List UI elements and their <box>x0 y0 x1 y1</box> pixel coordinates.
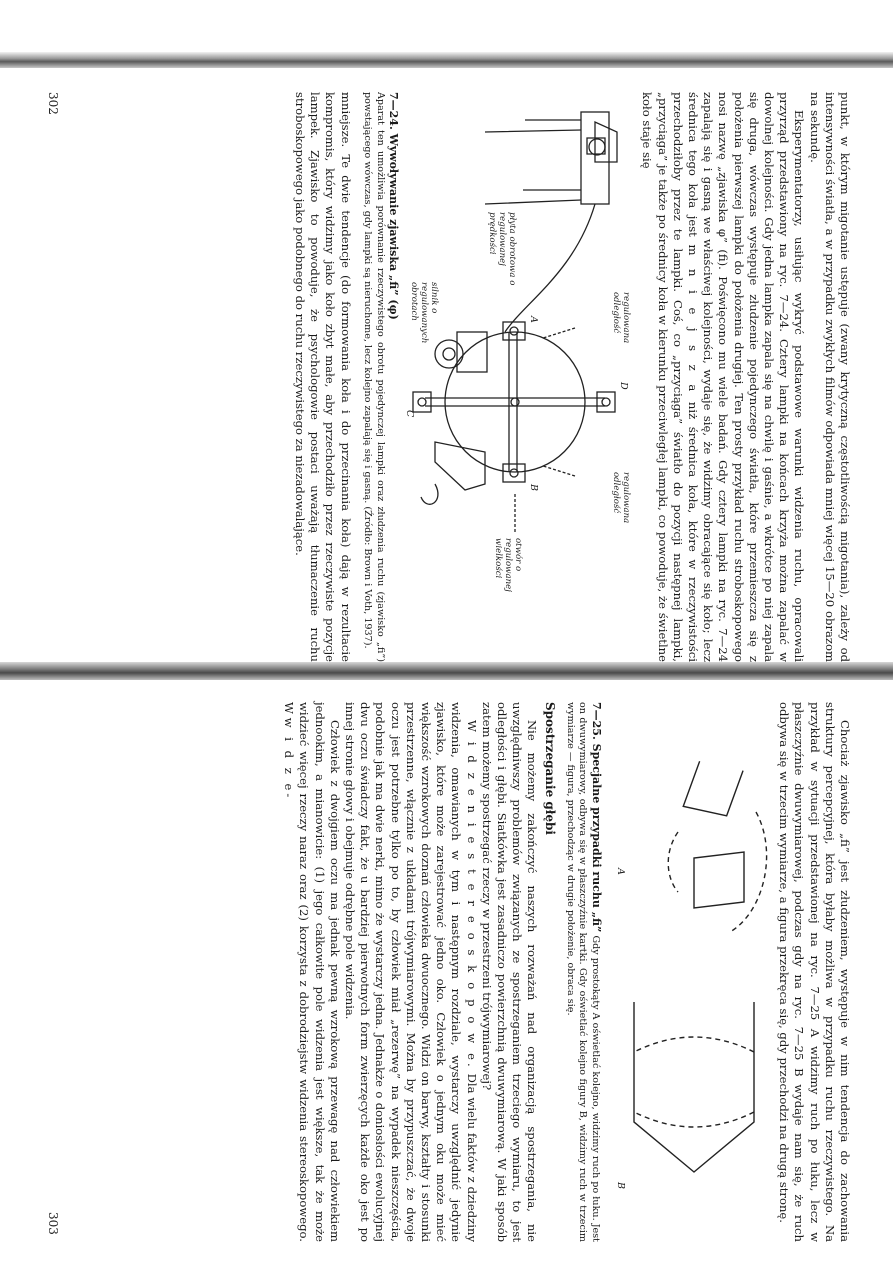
caption-text: Aparat ten umożliwia porównanie rzeczywistego obrotu pojedynczej lampki oraz złudzenia ruchu (zjawisko „fi”) powstającego wówczas, gdy lampki są nieruchome, lecz kolejno zapalają się i gasną. (Źródło: Brown i Voth, 1937). <box>362 92 386 662</box>
figure-7-25-phi-cases <box>604 702 774 1242</box>
figure-caption <box>563 702 602 1242</box>
paragraph: Nie możemy zakończyć naszych rozważań nad organizacją spostrzegania, nie uwzględniwszy problemów związanych ze spostrzeganiem trzeciego wymiaru, to jest odległości i głębi. Siatkówka jest zasadniczo powierzchnią dwuwymiarową. W jaki sposób zatem możemy spostrzegać rzeczy w przestrzeni trójwymiarowej? <box>479 702 540 1242</box>
scan-binding-gutter <box>0 662 893 680</box>
lamp-label: B <box>528 484 540 491</box>
paragraph: punkt, w którym migotanie ustępuje (zwany krytyczną częstotliwością migotania), zależy od intensywności światła, a w przypadku zwykłych filmów odpowiada mniej więcej 15—20 obrazom na sekundę. <box>807 92 852 662</box>
label-hole: otwór o regulowanej wielkości <box>493 538 524 592</box>
page-number: 302 <box>46 92 60 115</box>
label-rotating-plate: płyta obrotowa o regulowanej prędkości <box>487 212 518 286</box>
lamp-label: D <box>618 382 630 390</box>
caption-text: Gdy prostokąty A oświetlać kolejno, widzimy ruch po łuku. Jest on dwuwymiarowy, odbywa się w płaszczyźnie kartki. Gdy oświetlać kolejno figury B, widzimy ruch w trzecim wymiarze — figura, przechodząc w drugie położenie, obraca się. <box>564 702 601 1242</box>
caption-title: 7—24. Wywoływanie zjawiska „fi” (φ) <box>387 92 401 320</box>
phi-cases-drawing <box>604 702 774 1242</box>
figure-caption <box>361 92 400 662</box>
section-title: Spostrzeganie głębi <box>543 702 558 835</box>
paragraph: Chociaż zjawisko „fi” jest złudzeniem, występuje w nim tendencja do zachowania struktury percepcyjnej, która byłaby możliwa w przypadku ruchu rzeczywistego. Na przykład w sytuacji przedstawionej na ryc. 7—25 A widzimy ruch po łuku, lecz w płaszczyźnie dwuwymiarowej, podczas gdy na ryc. 7—25 B wydaje nam się, że ruch odbywa się w trzecim wymiarze, a figura przekręca się, gdy przechodzi na drugą stronę. <box>777 702 852 1242</box>
label-motor: silnik o regulowanych obrotach <box>409 282 440 344</box>
page-number: 303 <box>46 1212 60 1235</box>
figure-part-label: A <box>614 868 626 875</box>
caption-title: 7—25. Specjalne przypadki ruchu „fi” <box>589 702 603 933</box>
page-302 <box>42 92 852 662</box>
label-regulated-distance: regulowana odległość <box>611 472 632 524</box>
paragraph: Człowiek z dwojgiem oczu ma jednak pewną wzrokową przewagę nad człowiekiem jednookim, a mianowicie: (1) jego całkowite pole widzenia jest większe, tak że może widzieć więcej rzeczy naraz oraz (2) korzysta z dobrodziejstw widzenia stereoskopowego. W w i d z e- <box>282 702 342 1242</box>
lamp-label: C <box>404 410 416 418</box>
paragraph: Eksperymentatorzy, usiłując wykryć podstawowe warunki widzenia ruchu, opracowali przyrząd przedstawiony na ryc. 7—24. Cztery lampki na końcach krzyża można zapalać w dowolnej kolejności. Gdy jedna lampka zapala się na chwilę i gaśnie, a wkrótce po niej zapala się druga, wówczas występuje złudzenie pojedynczego światła, które przemieszcza się z położenia pierwszej lampki do położenia drugiej. Ten prosty przykład ruchu stroboskopowego nosi nazwę „zjawiska φ” (fi). Poświęcono mu wiele badań. Gdy cztery lampki na ryc. 7—24 zapalają się i gasną we właściwej kolejności, wydaje się, że widzimy obracające się koło; lecz średnica tego koła jest m n i e j s z a niż średnica koła, które w rzeczywistości przechodziłoby przez te lampki. Coś, co „przyciąga” światło do pozycji następnej lampki, „przyciąga” je także po średnicy koła w kierunku przeciwległej lampki, co powoduje, że świetlne koło staje się <box>640 92 807 662</box>
figure-part-label: B <box>614 1182 626 1189</box>
paragraph: W i d z e n i e s t e r e o s k o p o w e. Dla wielu faktów z dziedziny widzenia, omawianych w tym i następnym rozdziale, wystarczy uwzględnić jedynie zjawisko, które może zarejestrować jedno oko. Człowiek o jednym oku może mieć większość wzrokowych doznań człowieka dwuocznego. Widzi on barwy, kształty i stosunki przestrzenne, włącznie z układami trójwymiarowymi. Można by przypuszczać, że dwoje oczu jest potrzebne tylko po to, by człowiek miał „rezerwę” na wypadek nieszczęścia, podobnie jak ma dwie nerki, mimo że wystarczy jedna. Jednakże o doniosłości ewolucyjnej dwu oczu świadczy fakt, że u bardziej pierwotnych form zwierzęcych każde oko jest po innej stronie głowy i obejmuje odrębne pole widzenia. <box>343 702 479 1243</box>
figure-7-24-apparatus <box>403 92 635 662</box>
paragraph: mniejsze. Te dwie tendencje (do formowania koła i do przecinania koła) dają w rezultacie kompromis, który widzimy jako koło zbyt małe, aby przechodziło przez rzeczywiste pozycje lampek. Zjawisko to powoduje, że psychologowie postaci uważają tłumaczenie ruchu stroboskopowego jako podobnego do ruchu rzeczywistego za niezadowalające. <box>293 92 353 662</box>
lamp-label: A <box>528 316 540 323</box>
label-regulated-distance: regulowana odległość <box>611 292 632 344</box>
scan-binding-edge-top <box>0 52 893 68</box>
page-303 <box>42 702 852 1242</box>
